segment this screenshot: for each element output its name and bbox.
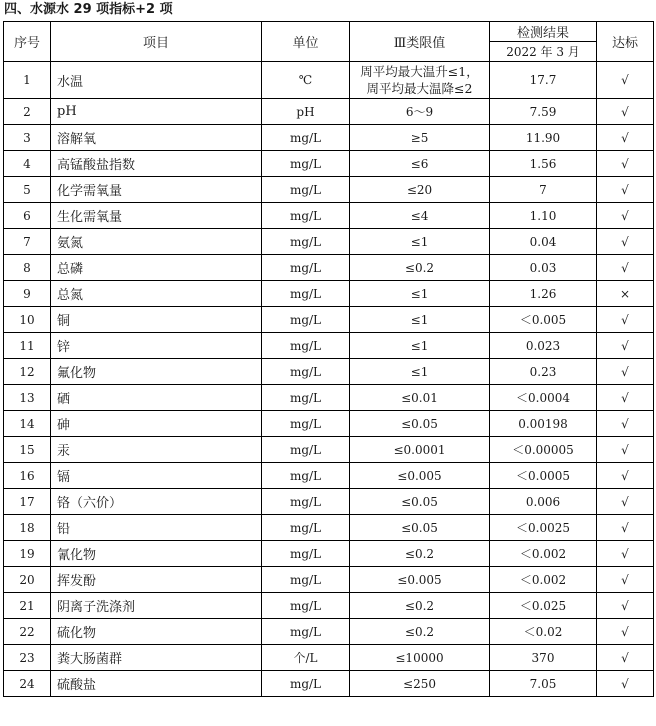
cell-no: 11	[4, 333, 51, 359]
cell-result: 370	[490, 645, 597, 671]
cell-unit: mg/L	[262, 619, 350, 645]
cell-item: 阴离子洗涤剂	[51, 593, 262, 619]
cell-limit: ≤0.2	[350, 541, 490, 567]
header-result-date: 2022 年 3 月	[490, 42, 597, 62]
cell-result: ＜0.002	[490, 541, 597, 567]
cell-no: 7	[4, 229, 51, 255]
cell-pass: √	[597, 567, 654, 593]
cell-pass: √	[597, 307, 654, 333]
cell-item: 水温	[51, 62, 262, 99]
cell-no: 3	[4, 125, 51, 151]
cell-limit: ≤0.0001	[350, 437, 490, 463]
cell-pass: √	[597, 99, 654, 125]
cell-result: ＜0.0025	[490, 515, 597, 541]
cell-item: 氰化物	[51, 541, 262, 567]
table-row	[4, 489, 654, 515]
cell-limit: ≤20	[350, 177, 490, 203]
cell-result: 0.023	[490, 333, 597, 359]
table-row	[4, 333, 654, 359]
cell-item: 高锰酸盐指数	[51, 151, 262, 177]
cell-pass: √	[597, 359, 654, 385]
water-quality-table	[3, 21, 654, 697]
cell-item: 砷	[51, 411, 262, 437]
cell-no: 12	[4, 359, 51, 385]
cell-no: 1	[4, 62, 51, 99]
cell-unit: mg/L	[262, 203, 350, 229]
table-row	[4, 281, 654, 307]
table-row	[4, 255, 654, 281]
cell-limit: ≤0.2	[350, 619, 490, 645]
cell-limit: ≤0.05	[350, 411, 490, 437]
cell-pass: √	[597, 255, 654, 281]
cell-no: 13	[4, 385, 51, 411]
cell-item: 硫酸盐	[51, 671, 262, 697]
header-no: 序号	[4, 22, 51, 62]
cell-limit: ≤0.2	[350, 593, 490, 619]
cell-no: 22	[4, 619, 51, 645]
table-row	[4, 307, 654, 333]
table-row	[4, 645, 654, 671]
cell-pass: √	[597, 229, 654, 255]
cell-item: 挥发酚	[51, 567, 262, 593]
cell-pass: √	[597, 645, 654, 671]
header-item: 项目	[51, 22, 262, 62]
cell-result: 7.59	[490, 99, 597, 125]
cell-no: 19	[4, 541, 51, 567]
cell-unit: mg/L	[262, 125, 350, 151]
cell-item: 铅	[51, 515, 262, 541]
table-row	[4, 463, 654, 489]
cell-no: 5	[4, 177, 51, 203]
cell-limit: ≤1	[350, 229, 490, 255]
cell-pass: √	[597, 541, 654, 567]
cell-no: 16	[4, 463, 51, 489]
cell-unit: mg/L	[262, 177, 350, 203]
cell-no: 24	[4, 671, 51, 697]
cell-limit: ≤1	[350, 307, 490, 333]
cell-limit: ≤0.01	[350, 385, 490, 411]
cell-limit: ≤1	[350, 281, 490, 307]
cell-item: 生化需氧量	[51, 203, 262, 229]
cell-no: 15	[4, 437, 51, 463]
cell-item: 汞	[51, 437, 262, 463]
cell-no: 17	[4, 489, 51, 515]
cell-unit: mg/L	[262, 489, 350, 515]
cell-limit: ≤0.005	[350, 463, 490, 489]
cell-result: ＜0.0004	[490, 385, 597, 411]
cell-unit: mg/L	[262, 151, 350, 177]
table-row	[4, 229, 654, 255]
cell-unit: mg/L	[262, 541, 350, 567]
cell-item: 镉	[51, 463, 262, 489]
cell-unit: mg/L	[262, 567, 350, 593]
cell-result: ＜0.00005	[490, 437, 597, 463]
table-row	[4, 671, 654, 697]
cell-unit: mg/L	[262, 281, 350, 307]
cell-no: 4	[4, 151, 51, 177]
table-row	[4, 359, 654, 385]
cell-result: 7.05	[490, 671, 597, 697]
cell-pass: √	[597, 489, 654, 515]
cell-result: 0.03	[490, 255, 597, 281]
cell-limit: ≤1	[350, 333, 490, 359]
cell-pass: √	[597, 203, 654, 229]
cell-unit: ℃	[262, 62, 350, 99]
cell-pass: √	[597, 411, 654, 437]
cell-no: 2	[4, 99, 51, 125]
cell-result: 0.23	[490, 359, 597, 385]
cell-pass: ×	[597, 281, 654, 307]
cell-pass: √	[597, 62, 654, 99]
cell-limit: ≤0.05	[350, 515, 490, 541]
cell-pass: √	[597, 385, 654, 411]
cell-result: 0.04	[490, 229, 597, 255]
cell-item: 锌	[51, 333, 262, 359]
cell-item: 硒	[51, 385, 262, 411]
cell-item: 总氮	[51, 281, 262, 307]
cell-item: 氨氮	[51, 229, 262, 255]
cell-unit: mg/L	[262, 385, 350, 411]
cell-limit: ≤0.2	[350, 255, 490, 281]
section-heading: 四、水源水 29 项指标+2 项	[4, 2, 173, 17]
cell-no: 14	[4, 411, 51, 437]
cell-result: ＜0.005	[490, 307, 597, 333]
header-pass: 达标	[597, 22, 654, 62]
cell-result: 7	[490, 177, 597, 203]
cell-pass: √	[597, 619, 654, 645]
cell-no: 18	[4, 515, 51, 541]
cell-pass: √	[597, 177, 654, 203]
table-row	[4, 151, 654, 177]
cell-no: 8	[4, 255, 51, 281]
cell-item: 氟化物	[51, 359, 262, 385]
header-limit: Ⅲ类限值	[350, 22, 490, 62]
table-row	[4, 541, 654, 567]
cell-result: ＜0.0005	[490, 463, 597, 489]
cell-limit: 6～9	[350, 99, 490, 125]
cell-result: ＜0.002	[490, 567, 597, 593]
cell-result: ＜0.02	[490, 619, 597, 645]
cell-limit: ≤0.005	[350, 567, 490, 593]
cell-unit: mg/L	[262, 593, 350, 619]
cell-unit: mg/L	[262, 411, 350, 437]
cell-limit: ≤4	[350, 203, 490, 229]
cell-no: 10	[4, 307, 51, 333]
cell-result: 0.00198	[490, 411, 597, 437]
cell-no: 20	[4, 567, 51, 593]
cell-unit: mg/L	[262, 437, 350, 463]
cell-result: 11.90	[490, 125, 597, 151]
cell-no: 21	[4, 593, 51, 619]
cell-result: 0.006	[490, 489, 597, 515]
cell-pass: √	[597, 463, 654, 489]
table-row	[4, 385, 654, 411]
cell-pass: √	[597, 671, 654, 697]
cell-result: 1.26	[490, 281, 597, 307]
cell-pass: √	[597, 515, 654, 541]
cell-result: ＜0.025	[490, 593, 597, 619]
cell-pass: √	[597, 333, 654, 359]
limit-line-1: 周平均最大温升≤1，	[360, 64, 479, 79]
cell-unit: mg/L	[262, 359, 350, 385]
table-row	[4, 411, 654, 437]
cell-limit: ≤10000	[350, 645, 490, 671]
cell-unit: mg/L	[262, 333, 350, 359]
cell-item: 铜	[51, 307, 262, 333]
cell-item: 溶解氧	[51, 125, 262, 151]
cell-pass: √	[597, 125, 654, 151]
cell-limit: ≥5	[350, 125, 490, 151]
cell-limit: ≤0.05	[350, 489, 490, 515]
cell-unit: 个/L	[262, 645, 350, 671]
cell-pass: √	[597, 151, 654, 177]
cell-limit: ≤1	[350, 359, 490, 385]
table-row	[4, 62, 654, 99]
table-row	[4, 567, 654, 593]
cell-result: 17.7	[490, 62, 597, 99]
cell-limit	[350, 62, 490, 99]
header-unit: 单位	[262, 22, 350, 62]
cell-item: 硫化物	[51, 619, 262, 645]
cell-item: pH	[51, 99, 262, 125]
cell-unit: mg/L	[262, 671, 350, 697]
table-row	[4, 515, 654, 541]
cell-result: 1.10	[490, 203, 597, 229]
cell-pass: √	[597, 437, 654, 463]
cell-unit: mg/L	[262, 255, 350, 281]
cell-unit: pH	[262, 99, 350, 125]
cell-limit: ≤250	[350, 671, 490, 697]
cell-limit: ≤6	[350, 151, 490, 177]
cell-pass: √	[597, 593, 654, 619]
header-result: 检测结果	[490, 22, 597, 42]
cell-item: 化学需氧量	[51, 177, 262, 203]
table-row	[4, 99, 654, 125]
cell-item: 粪大肠菌群	[51, 645, 262, 671]
cell-item: 总磷	[51, 255, 262, 281]
table-row	[4, 125, 654, 151]
cell-unit: mg/L	[262, 307, 350, 333]
table-row	[4, 619, 654, 645]
cell-no: 9	[4, 281, 51, 307]
cell-result: 1.56	[490, 151, 597, 177]
cell-item: 铬（六价）	[51, 489, 262, 515]
cell-unit: mg/L	[262, 229, 350, 255]
table-row	[4, 437, 654, 463]
cell-unit: mg/L	[262, 515, 350, 541]
table-row	[4, 203, 654, 229]
limit-line-2: 周平均最大温降≤2	[366, 81, 473, 96]
cell-no: 23	[4, 645, 51, 671]
table-row	[4, 593, 654, 619]
table-row	[4, 177, 654, 203]
cell-no: 6	[4, 203, 51, 229]
cell-unit: mg/L	[262, 463, 350, 489]
